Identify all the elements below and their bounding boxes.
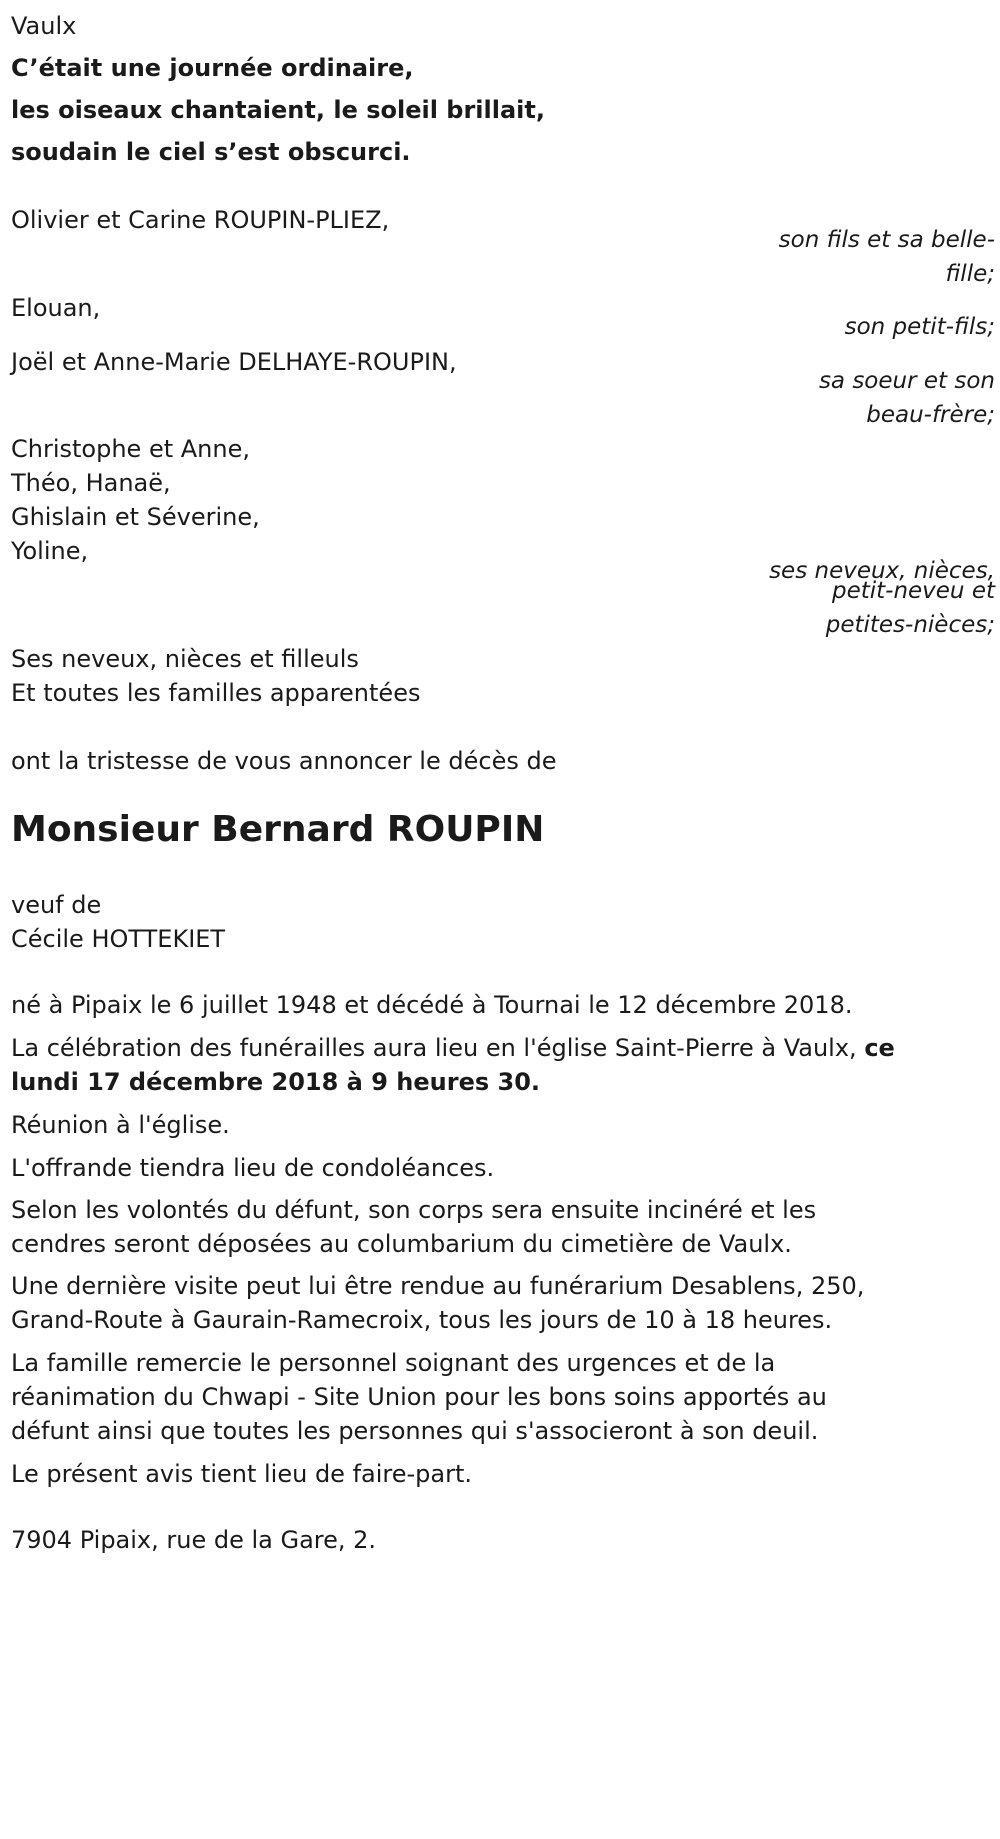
family-member-4: Christophe et Anne, <box>11 435 250 463</box>
visit-line-2: Grand-Route à Gaurain-Ramecroix, tous les jours de 10 à 18 heures. <box>11 1306 833 1334</box>
extra-family-1: Ses neveux, nièces et filleuls <box>11 645 359 673</box>
widower-label: veuf de <box>11 891 102 919</box>
ceremony-line-1 <box>11 1036 895 1060</box>
thanks-line-1: La famille remercie le personnel soignant des urgences et de la <box>11 1349 776 1377</box>
family-member-1: Olivier et Carine ROUPIN-PLIEZ, <box>11 206 390 234</box>
poem-line-1: C’était une journée ordinaire, <box>11 54 414 82</box>
relation-1b: fille; <box>945 261 995 287</box>
cremation-line-2: cendres seront déposées au columbarium du cimetière de Vaulx. <box>11 1230 792 1258</box>
family-member-6: Ghislain et Séverine, <box>11 503 260 531</box>
deceased-name: Monsieur Bernard ROUPIN <box>11 809 545 850</box>
offering-line: L'offrande tiendra lieu de condoléances. <box>11 1154 495 1182</box>
visit-line-1: Une dernière visite peut lui être rendue au funérarium Desablens, 250, <box>11 1272 865 1300</box>
relation-4b: petit-neveu et <box>831 578 995 604</box>
address-line: 7904 Pipaix, rue de la Gare, 2. <box>11 1526 377 1554</box>
announcement-intro: ont la tristesse de vous annoncer le décès de <box>11 747 557 775</box>
ceremony-bold-1: ce <box>864 1034 895 1062</box>
relation-2: son petit-fils; <box>844 314 995 340</box>
relation-3b: beau-frère; <box>866 402 995 428</box>
family-member-5: Théo, Hanaë, <box>11 469 171 497</box>
spouse-name: Cécile HOTTEKIET <box>11 925 226 953</box>
cremation-line-1: Selon les volontés du défunt, son corps sera ensuite incinéré et les <box>11 1196 817 1224</box>
relation-4a: ses neveux, nièces, <box>769 558 995 584</box>
notice-line: Le présent avis tient lieu de faire-part. <box>11 1460 473 1488</box>
relation-3a: sa soeur et son <box>818 368 995 394</box>
birth-death-line: né à Pipaix le 6 juillet 1948 et décédé à Tournai le 12 décembre 2018. <box>11 991 853 1019</box>
family-member-2: Elouan, <box>11 294 101 322</box>
relation-1a: son fils et sa belle- <box>778 227 995 253</box>
location-label: Vaulx <box>11 12 77 40</box>
poem-line-2: les oiseaux chantaient, le soleil brillait, <box>11 96 545 124</box>
poem-line-3: soudain le ciel s’est obscurci. <box>11 138 411 166</box>
extra-family-2: Et toutes les familles apparentées <box>11 679 421 707</box>
meeting-line: Réunion à l'église. <box>11 1111 230 1139</box>
ceremony-line-2: lundi 17 décembre 2018 à 9 heures 30. <box>11 1068 541 1096</box>
thanks-line-3: défunt ainsi que toutes les personnes qui s'associeront à son deuil. <box>11 1417 819 1445</box>
family-member-3: Joël et Anne-Marie DELHAYE-ROUPIN, <box>11 348 457 376</box>
ceremony-text: La célébration des funérailles aura lieu en l'église Saint-Pierre à Vaulx, <box>11 1034 857 1062</box>
relation-4c: petites-nièces; <box>825 612 995 638</box>
family-member-7: Yoline, <box>11 537 89 565</box>
thanks-line-2: réanimation du Chwapi - Site Union pour les bons soins apportés au <box>11 1383 827 1411</box>
